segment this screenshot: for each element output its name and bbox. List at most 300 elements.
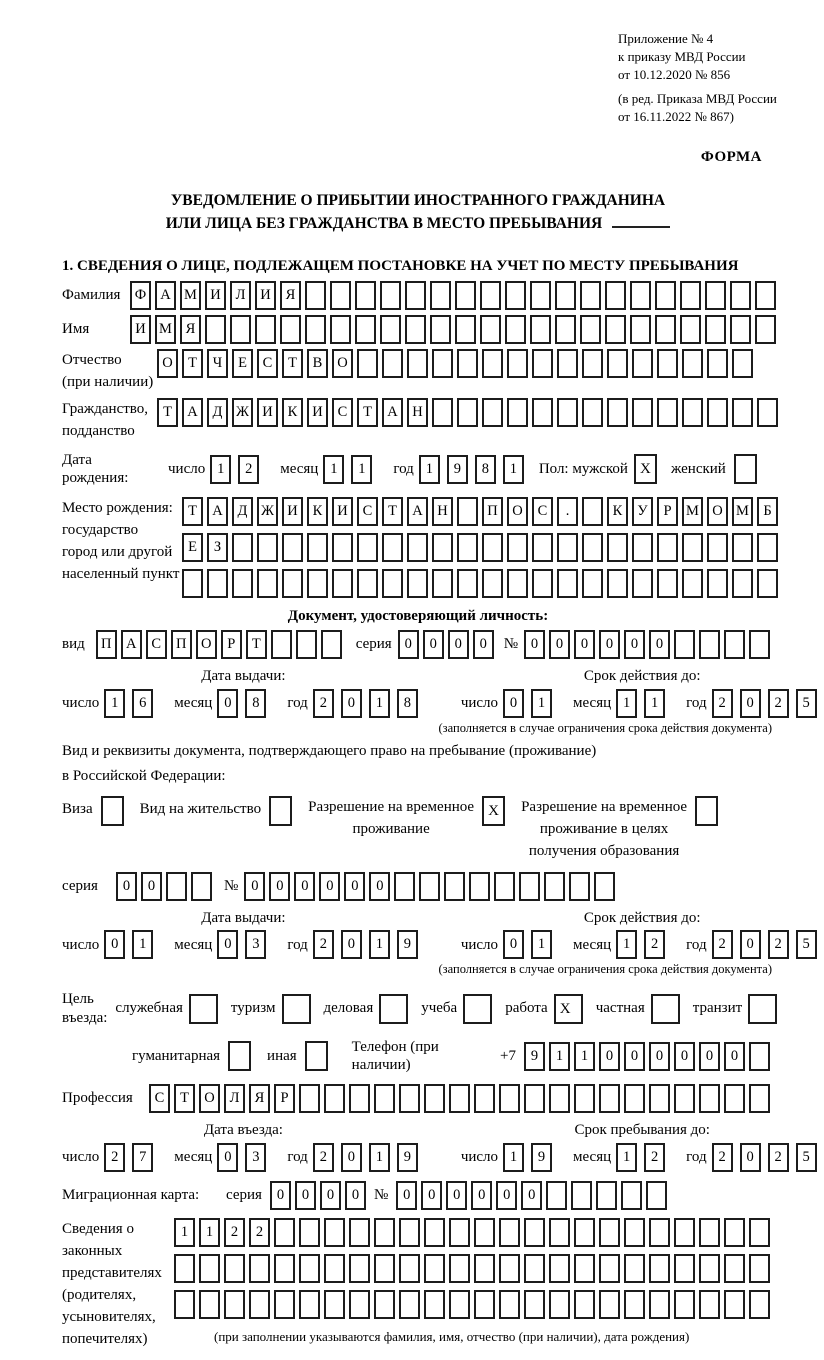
form-cell[interactable]: Т bbox=[182, 497, 203, 526]
form-cell[interactable] bbox=[191, 872, 212, 901]
form-cell[interactable] bbox=[232, 569, 253, 598]
form-cell[interactable]: 2 bbox=[644, 1143, 665, 1172]
form-cell[interactable] bbox=[480, 281, 501, 310]
form-cell[interactable]: 0 bbox=[141, 872, 162, 901]
form-cell[interactable] bbox=[607, 349, 628, 378]
form-cell[interactable] bbox=[555, 315, 576, 344]
form-cell[interactable] bbox=[255, 315, 276, 344]
form-cell[interactable]: 8 bbox=[245, 689, 266, 718]
form-cell[interactable] bbox=[394, 872, 415, 901]
form-cell[interactable] bbox=[399, 1218, 420, 1247]
form-cell[interactable] bbox=[249, 1254, 270, 1283]
form-cell[interactable] bbox=[599, 1218, 620, 1247]
form-cell[interactable]: Ф bbox=[130, 281, 151, 310]
form-cell[interactable] bbox=[299, 1218, 320, 1247]
form-cell[interactable] bbox=[574, 1218, 595, 1247]
form-cell[interactable]: А bbox=[182, 398, 203, 427]
form-cell[interactable] bbox=[632, 569, 653, 598]
form-cell[interactable] bbox=[271, 630, 292, 659]
form-cell[interactable] bbox=[530, 281, 551, 310]
form-cell[interactable]: Д bbox=[207, 398, 228, 427]
form-cell[interactable] bbox=[582, 349, 603, 378]
form-cell[interactable]: Т bbox=[382, 497, 403, 526]
form-cell[interactable]: 0 bbox=[269, 872, 290, 901]
form-cell[interactable]: С bbox=[149, 1084, 170, 1113]
form-cell[interactable] bbox=[657, 349, 678, 378]
form-cell[interactable]: 8 bbox=[475, 455, 496, 484]
form-cell[interactable] bbox=[757, 398, 778, 427]
form-cell[interactable]: 2 bbox=[249, 1218, 270, 1247]
form-cell[interactable]: П bbox=[171, 630, 192, 659]
form-cell[interactable] bbox=[755, 281, 776, 310]
form-cell[interactable]: И bbox=[205, 281, 226, 310]
form-cell[interactable] bbox=[382, 349, 403, 378]
form-cell[interactable]: 0 bbox=[217, 930, 238, 959]
form-cell[interactable]: Т bbox=[182, 349, 203, 378]
form-cell[interactable]: 9 bbox=[397, 930, 418, 959]
form-cell[interactable] bbox=[499, 1290, 520, 1319]
form-cell[interactable] bbox=[724, 1254, 745, 1283]
form-cell[interactable]: 0 bbox=[740, 689, 761, 718]
form-cell[interactable] bbox=[449, 1290, 470, 1319]
form-cell[interactable] bbox=[682, 349, 703, 378]
form-cell[interactable]: 1 bbox=[644, 689, 665, 718]
purpose-private-checkbox[interactable] bbox=[651, 994, 680, 1024]
form-cell[interactable] bbox=[324, 1218, 345, 1247]
form-cell[interactable]: 2 bbox=[712, 1143, 733, 1172]
form-cell[interactable]: И bbox=[332, 497, 353, 526]
form-cell[interactable] bbox=[469, 872, 490, 901]
form-cell[interactable] bbox=[380, 281, 401, 310]
form-cell[interactable] bbox=[580, 315, 601, 344]
form-cell[interactable] bbox=[571, 1181, 592, 1210]
form-cell[interactable] bbox=[282, 533, 303, 562]
form-cell[interactable]: Р bbox=[221, 630, 242, 659]
form-cell[interactable] bbox=[707, 533, 728, 562]
visa-checkbox[interactable] bbox=[101, 796, 124, 826]
form-cell[interactable]: 0 bbox=[503, 689, 524, 718]
form-cell[interactable] bbox=[505, 315, 526, 344]
form-cell[interactable] bbox=[630, 315, 651, 344]
form-cell[interactable]: О bbox=[332, 349, 353, 378]
form-cell[interactable] bbox=[232, 533, 253, 562]
form-cell[interactable]: 2 bbox=[712, 689, 733, 718]
form-cell[interactable]: 2 bbox=[768, 689, 789, 718]
form-cell[interactable]: Н bbox=[407, 398, 428, 427]
form-cell[interactable]: Ж bbox=[232, 398, 253, 427]
form-cell[interactable]: 0 bbox=[448, 630, 469, 659]
form-cell[interactable] bbox=[524, 1254, 545, 1283]
form-cell[interactable]: 2 bbox=[224, 1218, 245, 1247]
form-cell[interactable]: 0 bbox=[217, 689, 238, 718]
form-cell[interactable] bbox=[482, 533, 503, 562]
form-cell[interactable]: 2 bbox=[313, 1143, 334, 1172]
form-cell[interactable]: 0 bbox=[295, 1181, 316, 1210]
purpose-work-checkbox[interactable]: X bbox=[554, 994, 583, 1024]
form-cell[interactable] bbox=[582, 398, 603, 427]
form-cell[interactable] bbox=[455, 315, 476, 344]
form-cell[interactable]: П bbox=[482, 497, 503, 526]
form-cell[interactable] bbox=[499, 1084, 520, 1113]
form-cell[interactable]: К bbox=[282, 398, 303, 427]
form-cell[interactable]: 0 bbox=[104, 930, 125, 959]
form-cell[interactable] bbox=[374, 1254, 395, 1283]
form-cell[interactable] bbox=[305, 315, 326, 344]
form-cell[interactable] bbox=[494, 872, 515, 901]
form-cell[interactable] bbox=[296, 630, 317, 659]
form-cell[interactable]: Я bbox=[180, 315, 201, 344]
form-cell[interactable]: Я bbox=[249, 1084, 270, 1113]
form-cell[interactable]: 0 bbox=[294, 872, 315, 901]
form-cell[interactable]: 6 bbox=[132, 689, 153, 718]
form-cell[interactable]: Ж bbox=[257, 497, 278, 526]
form-cell[interactable]: 0 bbox=[319, 872, 340, 901]
form-cell[interactable]: 5 bbox=[796, 930, 817, 959]
form-cell[interactable]: 2 bbox=[313, 930, 334, 959]
form-cell[interactable]: 0 bbox=[421, 1181, 442, 1210]
form-cell[interactable] bbox=[549, 1218, 570, 1247]
form-cell[interactable] bbox=[399, 1254, 420, 1283]
form-cell[interactable] bbox=[646, 1181, 667, 1210]
form-cell[interactable] bbox=[457, 398, 478, 427]
form-cell[interactable] bbox=[632, 398, 653, 427]
form-cell[interactable] bbox=[605, 315, 626, 344]
form-cell[interactable] bbox=[199, 1254, 220, 1283]
form-cell[interactable]: 0 bbox=[320, 1181, 341, 1210]
form-cell[interactable] bbox=[582, 497, 603, 526]
form-cell[interactable] bbox=[174, 1254, 195, 1283]
form-cell[interactable] bbox=[457, 569, 478, 598]
form-cell[interactable] bbox=[324, 1084, 345, 1113]
form-cell[interactable] bbox=[224, 1254, 245, 1283]
form-cell[interactable] bbox=[630, 281, 651, 310]
form-cell[interactable]: К bbox=[607, 497, 628, 526]
form-cell[interactable] bbox=[299, 1254, 320, 1283]
form-cell[interactable]: Е bbox=[232, 349, 253, 378]
form-cell[interactable]: 2 bbox=[238, 455, 259, 484]
form-cell[interactable]: 0 bbox=[341, 1143, 362, 1172]
form-cell[interactable] bbox=[757, 569, 778, 598]
form-cell[interactable] bbox=[349, 1218, 370, 1247]
form-cell[interactable] bbox=[349, 1290, 370, 1319]
form-cell[interactable]: 0 bbox=[574, 630, 595, 659]
form-cell[interactable]: 1 bbox=[531, 930, 552, 959]
form-cell[interactable]: 1 bbox=[549, 1042, 570, 1071]
form-cell[interactable] bbox=[430, 281, 451, 310]
form-cell[interactable] bbox=[524, 1218, 545, 1247]
form-cell[interactable] bbox=[557, 569, 578, 598]
form-cell[interactable] bbox=[624, 1084, 645, 1113]
form-cell[interactable] bbox=[599, 1290, 620, 1319]
purpose-official-checkbox[interactable] bbox=[189, 994, 218, 1024]
form-cell[interactable] bbox=[594, 872, 615, 901]
form-cell[interactable] bbox=[432, 349, 453, 378]
form-cell[interactable] bbox=[405, 281, 426, 310]
form-cell[interactable]: 1 bbox=[531, 689, 552, 718]
form-cell[interactable]: 0 bbox=[624, 630, 645, 659]
form-cell[interactable] bbox=[549, 1254, 570, 1283]
form-cell[interactable]: Т bbox=[174, 1084, 195, 1113]
form-cell[interactable]: П bbox=[96, 630, 117, 659]
form-cell[interactable]: 0 bbox=[549, 630, 570, 659]
form-cell[interactable]: 0 bbox=[341, 930, 362, 959]
form-cell[interactable]: М bbox=[155, 315, 176, 344]
form-cell[interactable]: 9 bbox=[531, 1143, 552, 1172]
form-cell[interactable] bbox=[707, 569, 728, 598]
form-cell[interactable] bbox=[424, 1254, 445, 1283]
form-cell[interactable] bbox=[699, 1084, 720, 1113]
form-cell[interactable]: 0 bbox=[599, 630, 620, 659]
form-cell[interactable]: З bbox=[207, 533, 228, 562]
form-cell[interactable] bbox=[574, 1290, 595, 1319]
form-cell[interactable] bbox=[357, 349, 378, 378]
form-cell[interactable] bbox=[730, 315, 751, 344]
form-cell[interactable]: Ч bbox=[207, 349, 228, 378]
form-cell[interactable]: О bbox=[707, 497, 728, 526]
form-cell[interactable] bbox=[680, 315, 701, 344]
form-cell[interactable] bbox=[205, 315, 226, 344]
form-cell[interactable] bbox=[649, 1290, 670, 1319]
form-cell[interactable] bbox=[482, 398, 503, 427]
form-cell[interactable]: 2 bbox=[313, 689, 334, 718]
form-cell[interactable] bbox=[382, 533, 403, 562]
form-cell[interactable]: Т bbox=[246, 630, 267, 659]
form-cell[interactable]: У bbox=[632, 497, 653, 526]
form-cell[interactable]: 2 bbox=[768, 1143, 789, 1172]
form-cell[interactable]: О bbox=[507, 497, 528, 526]
purpose-other-checkbox[interactable] bbox=[305, 1041, 328, 1071]
form-cell[interactable] bbox=[307, 533, 328, 562]
form-cell[interactable]: 2 bbox=[644, 930, 665, 959]
form-cell[interactable] bbox=[324, 1254, 345, 1283]
form-cell[interactable] bbox=[657, 569, 678, 598]
form-cell[interactable]: 0 bbox=[740, 930, 761, 959]
form-cell[interactable] bbox=[649, 1218, 670, 1247]
form-cell[interactable] bbox=[444, 872, 465, 901]
form-cell[interactable] bbox=[424, 1084, 445, 1113]
form-cell[interactable] bbox=[724, 1218, 745, 1247]
form-cell[interactable] bbox=[624, 1290, 645, 1319]
form-cell[interactable] bbox=[199, 1290, 220, 1319]
form-cell[interactable] bbox=[707, 349, 728, 378]
form-cell[interactable] bbox=[632, 533, 653, 562]
form-cell[interactable] bbox=[555, 281, 576, 310]
form-cell[interactable] bbox=[705, 281, 726, 310]
form-cell[interactable] bbox=[674, 1218, 695, 1247]
form-cell[interactable] bbox=[174, 1290, 195, 1319]
form-cell[interactable]: 9 bbox=[524, 1042, 545, 1071]
form-cell[interactable] bbox=[482, 349, 503, 378]
form-cell[interactable] bbox=[574, 1254, 595, 1283]
form-cell[interactable] bbox=[274, 1290, 295, 1319]
form-cell[interactable]: И bbox=[282, 497, 303, 526]
form-cell[interactable]: Б bbox=[757, 497, 778, 526]
form-cell[interactable]: 0 bbox=[446, 1181, 467, 1210]
form-cell[interactable] bbox=[474, 1254, 495, 1283]
form-cell[interactable]: М bbox=[180, 281, 201, 310]
form-cell[interactable]: К bbox=[307, 497, 328, 526]
form-cell[interactable] bbox=[432, 398, 453, 427]
form-cell[interactable]: Р bbox=[274, 1084, 295, 1113]
form-cell[interactable] bbox=[607, 569, 628, 598]
form-cell[interactable]: Л bbox=[230, 281, 251, 310]
form-cell[interactable]: 3 bbox=[245, 1143, 266, 1172]
form-cell[interactable] bbox=[407, 569, 428, 598]
form-cell[interactable] bbox=[482, 569, 503, 598]
form-cell[interactable]: М bbox=[732, 497, 753, 526]
form-cell[interactable] bbox=[530, 315, 551, 344]
form-cell[interactable] bbox=[249, 1290, 270, 1319]
form-cell[interactable]: 0 bbox=[674, 1042, 695, 1071]
form-cell[interactable] bbox=[374, 1084, 395, 1113]
temporary-residence-education-checkbox[interactable] bbox=[695, 796, 718, 826]
form-cell[interactable] bbox=[569, 872, 590, 901]
form-cell[interactable]: А bbox=[155, 281, 176, 310]
form-cell[interactable] bbox=[399, 1290, 420, 1319]
form-cell[interactable] bbox=[557, 398, 578, 427]
form-cell[interactable] bbox=[732, 569, 753, 598]
form-cell[interactable] bbox=[649, 1084, 670, 1113]
form-cell[interactable] bbox=[207, 569, 228, 598]
form-cell[interactable]: 0 bbox=[396, 1181, 417, 1210]
form-cell[interactable]: 1 bbox=[210, 455, 231, 484]
form-cell[interactable] bbox=[674, 1290, 695, 1319]
form-cell[interactable] bbox=[699, 630, 720, 659]
form-cell[interactable] bbox=[257, 569, 278, 598]
form-cell[interactable] bbox=[682, 533, 703, 562]
form-cell[interactable] bbox=[655, 281, 676, 310]
form-cell[interactable]: О bbox=[196, 630, 217, 659]
form-cell[interactable] bbox=[474, 1290, 495, 1319]
form-cell[interactable] bbox=[557, 349, 578, 378]
form-cell[interactable] bbox=[732, 398, 753, 427]
form-cell[interactable] bbox=[557, 533, 578, 562]
form-cell[interactable]: А bbox=[121, 630, 142, 659]
form-cell[interactable] bbox=[624, 1254, 645, 1283]
form-cell[interactable]: 1 bbox=[199, 1218, 220, 1247]
form-cell[interactable] bbox=[607, 398, 628, 427]
form-cell[interactable] bbox=[424, 1218, 445, 1247]
form-cell[interactable] bbox=[507, 349, 528, 378]
form-cell[interactable]: И bbox=[257, 398, 278, 427]
form-cell[interactable]: 0 bbox=[217, 1143, 238, 1172]
form-cell[interactable]: 5 bbox=[796, 1143, 817, 1172]
form-cell[interactable]: 1 bbox=[132, 930, 153, 959]
form-cell[interactable] bbox=[299, 1084, 320, 1113]
form-cell[interactable] bbox=[349, 1084, 370, 1113]
form-cell[interactable] bbox=[582, 569, 603, 598]
form-cell[interactable] bbox=[166, 872, 187, 901]
form-cell[interactable] bbox=[449, 1218, 470, 1247]
form-cell[interactable] bbox=[407, 533, 428, 562]
form-cell[interactable]: 9 bbox=[397, 1143, 418, 1172]
form-cell[interactable]: Л bbox=[224, 1084, 245, 1113]
form-cell[interactable]: 0 bbox=[398, 630, 419, 659]
form-cell[interactable] bbox=[474, 1084, 495, 1113]
form-cell[interactable] bbox=[699, 1254, 720, 1283]
form-cell[interactable] bbox=[480, 315, 501, 344]
form-cell[interactable] bbox=[274, 1218, 295, 1247]
form-cell[interactable]: И bbox=[130, 315, 151, 344]
form-cell[interactable] bbox=[474, 1218, 495, 1247]
form-cell[interactable]: 0 bbox=[496, 1181, 517, 1210]
form-cell[interactable]: 3 bbox=[245, 930, 266, 959]
form-cell[interactable]: С bbox=[146, 630, 167, 659]
form-cell[interactable] bbox=[682, 569, 703, 598]
form-cell[interactable]: С bbox=[532, 497, 553, 526]
form-cell[interactable] bbox=[332, 533, 353, 562]
form-cell[interactable]: 1 bbox=[574, 1042, 595, 1071]
form-cell[interactable] bbox=[419, 872, 440, 901]
form-cell[interactable] bbox=[755, 315, 776, 344]
form-cell[interactable]: 0 bbox=[503, 930, 524, 959]
form-cell[interactable] bbox=[432, 533, 453, 562]
form-cell[interactable]: 1 bbox=[369, 930, 390, 959]
form-cell[interactable] bbox=[549, 1084, 570, 1113]
purpose-tourism-checkbox[interactable] bbox=[282, 994, 311, 1024]
form-cell[interactable]: 0 bbox=[369, 872, 390, 901]
form-cell[interactable] bbox=[544, 872, 565, 901]
form-cell[interactable]: 0 bbox=[341, 689, 362, 718]
form-cell[interactable] bbox=[449, 1084, 470, 1113]
form-cell[interactable] bbox=[224, 1290, 245, 1319]
form-cell[interactable] bbox=[282, 569, 303, 598]
form-cell[interactable] bbox=[257, 533, 278, 562]
form-cell[interactable] bbox=[507, 398, 528, 427]
form-cell[interactable] bbox=[749, 1084, 770, 1113]
form-cell[interactable] bbox=[624, 1218, 645, 1247]
form-cell[interactable] bbox=[674, 1084, 695, 1113]
form-cell[interactable] bbox=[499, 1254, 520, 1283]
form-cell[interactable] bbox=[507, 533, 528, 562]
form-cell[interactable] bbox=[407, 349, 428, 378]
form-cell[interactable] bbox=[707, 398, 728, 427]
form-cell[interactable]: 0 bbox=[344, 872, 365, 901]
form-cell[interactable] bbox=[705, 315, 726, 344]
form-cell[interactable]: 1 bbox=[616, 930, 637, 959]
form-cell[interactable] bbox=[605, 281, 626, 310]
form-cell[interactable]: Н bbox=[432, 497, 453, 526]
form-cell[interactable]: Р bbox=[657, 497, 678, 526]
form-cell[interactable]: С bbox=[357, 497, 378, 526]
form-cell[interactable] bbox=[382, 569, 403, 598]
form-cell[interactable]: И bbox=[255, 281, 276, 310]
form-cell[interactable] bbox=[621, 1181, 642, 1210]
form-cell[interactable]: М bbox=[682, 497, 703, 526]
form-cell[interactable] bbox=[330, 315, 351, 344]
form-cell[interactable] bbox=[357, 533, 378, 562]
form-cell[interactable] bbox=[357, 569, 378, 598]
form-cell[interactable] bbox=[674, 1254, 695, 1283]
form-cell[interactable] bbox=[457, 349, 478, 378]
residence-permit-checkbox[interactable] bbox=[269, 796, 292, 826]
form-cell[interactable] bbox=[680, 281, 701, 310]
form-cell[interactable] bbox=[757, 533, 778, 562]
form-cell[interactable] bbox=[280, 315, 301, 344]
purpose-study-checkbox[interactable] bbox=[463, 994, 492, 1024]
sex-female-checkbox[interactable] bbox=[734, 454, 757, 484]
form-cell[interactable] bbox=[682, 398, 703, 427]
form-cell[interactable]: Д bbox=[232, 497, 253, 526]
form-cell[interactable]: 0 bbox=[724, 1042, 745, 1071]
form-cell[interactable]: 0 bbox=[423, 630, 444, 659]
form-cell[interactable]: 0 bbox=[649, 630, 670, 659]
form-cell[interactable] bbox=[580, 281, 601, 310]
form-cell[interactable] bbox=[457, 497, 478, 526]
form-cell[interactable]: С bbox=[332, 398, 353, 427]
form-cell[interactable] bbox=[532, 349, 553, 378]
form-cell[interactable]: А bbox=[207, 497, 228, 526]
